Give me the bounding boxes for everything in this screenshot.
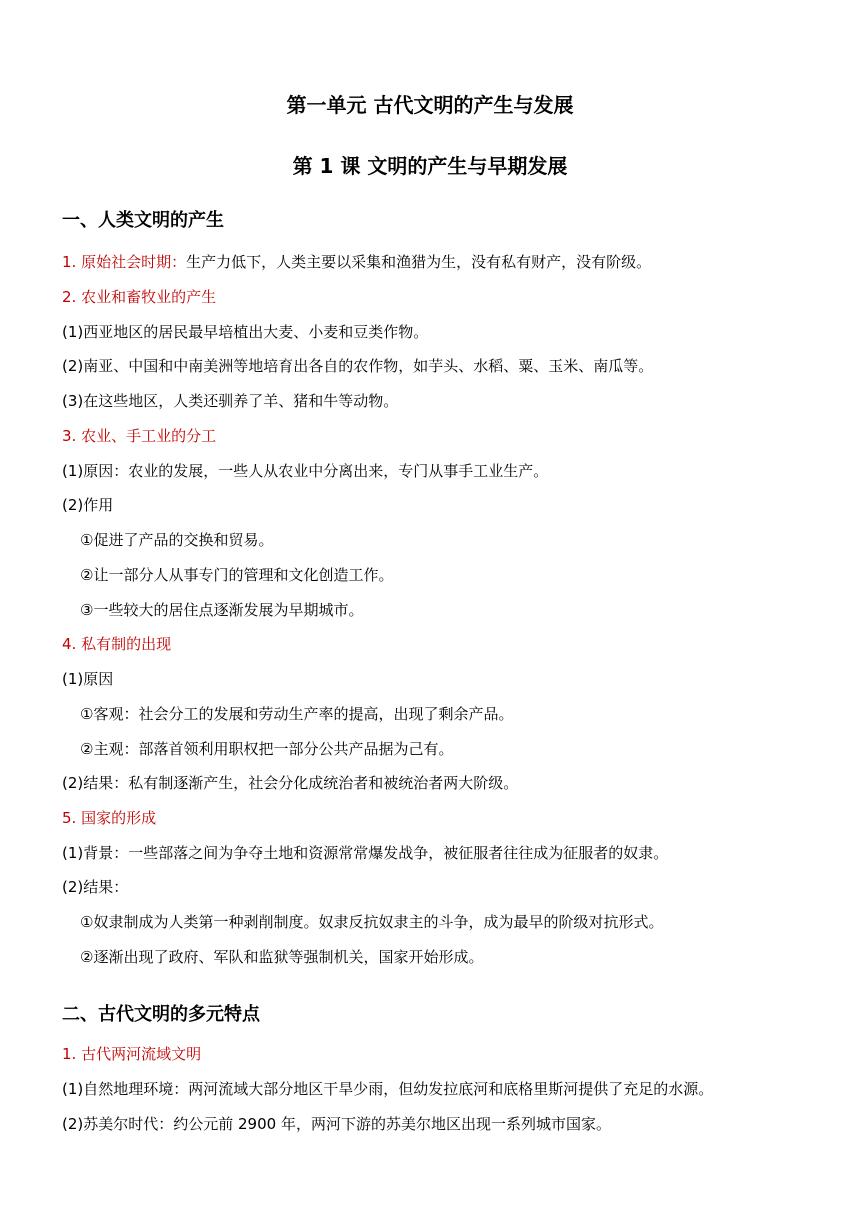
subheading-state-formation: 5. 国家的形成	[62, 809, 157, 827]
list-item: (2)结果：私有制逐渐产生，社会分化成统治者和被统治者两大阶级。	[62, 774, 519, 792]
list-item: ①奴隶制成为人类第一种剥削制度。奴隶反抗奴隶主的斗争，成为最早的阶级对抗形式。	[80, 913, 664, 931]
list-item: (1)自然地理环境：两河流域大部分地区干旱少雨，但幼发拉底河和底格里斯河提供了充足的水源。	[62, 1080, 714, 1098]
list-item: (1)背景：一些部落之间为争夺土地和资源常常爆发战争，被征服者往往成为征服者的奴隶。	[62, 844, 669, 862]
list-item: (2)结果：	[62, 878, 129, 896]
list-item: ②让一部分人从事专门的管理和文化创造工作。	[80, 566, 394, 584]
section-1-heading: 一、人类文明的产生	[62, 210, 224, 231]
list-item: (2)作用	[62, 496, 114, 514]
lesson-title: 第 1 课 文明的产生与早期发展	[292, 154, 568, 178]
subheading-division-of-labor: 3. 农业、手工业的分工	[62, 427, 217, 445]
section-2-heading: 二、古代文明的多元特点	[62, 1004, 260, 1025]
primitive-society-label: 1. 原始社会时期：	[62, 253, 187, 271]
subheading-agriculture: 2. 农业和畜牧业的产生	[62, 288, 217, 306]
list-item: (1)原因	[62, 670, 114, 688]
subheading-mesopotamia: 1. 古代两河流域文明	[62, 1045, 202, 1063]
list-item: ①促进了产品的交换和贸易。	[80, 531, 274, 549]
list-item: (3)在这些地区，人类还驯养了羊、猪和牛等动物。	[62, 392, 399, 410]
list-item: ②主观：部落首领利用职权把一部分公共产品据为己有。	[80, 740, 454, 758]
list-item: (2)南亚、中国和中南美洲等地培育出各自的农作物，如芋头、水稻、粟、玉米、南瓜等。	[62, 357, 654, 375]
subheading-private-ownership: 4. 私有制的出现	[62, 635, 172, 653]
list-item: (1)西亚地区的居民最早培植出大麦、小麦和豆类作物。	[62, 323, 429, 341]
list-item: (2)苏美尔时代：约公元前 2900 年，两河下游的苏美尔地区出现一系列城市国家。	[62, 1115, 611, 1133]
primitive-society-text: 生产力低下，人类主要以采集和渔猎为生，没有私有财产，没有阶级。	[186, 253, 652, 271]
list-item: ②逐渐出现了政府、军队和监狱等强制机关，国家开始形成。	[80, 948, 484, 966]
list-item: ③一些较大的居住点逐渐发展为早期城市。	[80, 601, 364, 619]
list-item: (1)原因：农业的发展，一些人从农业中分离出来，专门从事手工业生产。	[62, 462, 549, 480]
paragraph-primitive-society	[62, 252, 651, 272]
list-item: ①客观：社会分工的发展和劳动生产率的提高，出现了剩余产品。	[80, 705, 514, 723]
unit-title: 第一单元 古代文明的产生与发展	[286, 93, 574, 117]
